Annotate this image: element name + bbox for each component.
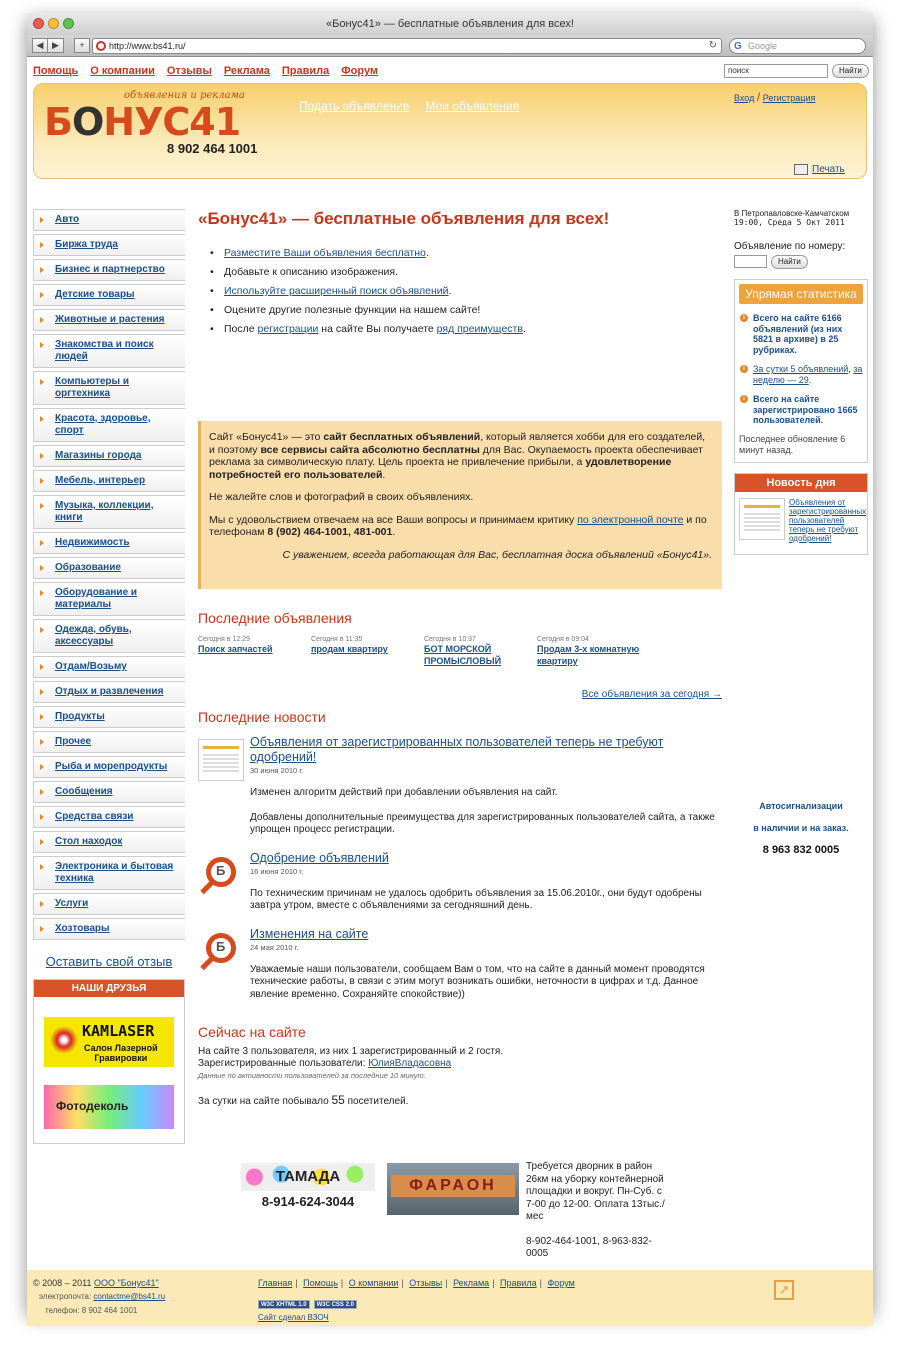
category-item[interactable] xyxy=(33,532,185,554)
advanced-search-link[interactable]: Используйте расширенный поиск объявлений xyxy=(224,285,449,297)
topnav-help[interactable]: Помощь xyxy=(33,65,79,77)
category-link[interactable]: Сообщения xyxy=(55,786,113,797)
category-item[interactable] xyxy=(33,495,185,529)
post-ad-link[interactable]: Подать объявление xyxy=(299,99,410,113)
category-link[interactable]: Электроника и бытовая техника xyxy=(55,861,174,884)
right-column xyxy=(734,209,868,555)
text: . xyxy=(392,526,396,538)
text: За сутки на сайте побывало xyxy=(198,1096,332,1107)
company-link[interactable]: ООО "Бонус41" xyxy=(94,1278,159,1288)
news-text: Изменен алгоритм действий при добавлении объявления на сайт. xyxy=(250,787,558,798)
site-search-button[interactable]: Найти xyxy=(832,64,869,78)
news-headline[interactable]: Одобрение объявлений xyxy=(250,850,389,865)
category-link[interactable]: Знакомства и поиск людей xyxy=(55,339,154,362)
google-search-field[interactable] xyxy=(729,38,866,54)
note-signature: С уважением, всегда работающая для Вас, бесплатная доска объявлений «Бонус41». xyxy=(282,548,712,561)
separator: | xyxy=(340,1278,344,1288)
ad-link[interactable]: БОТ МОРСКОЙ ПРОМЫСЛОВЫЙ xyxy=(424,644,502,666)
print-control[interactable] xyxy=(794,164,845,175)
all-ads-today-link[interactable]: Все объявления за сегодня → xyxy=(581,689,722,700)
online-user-link[interactable]: ЮлияВладасовна xyxy=(368,1058,452,1069)
login-links xyxy=(734,90,815,104)
news-date: 16 июня 2010 г. xyxy=(250,866,304,876)
online-title: Сейчас на сайте xyxy=(198,1024,306,1040)
stat-item xyxy=(739,364,863,385)
ad-time: Сегодня в 09:04 xyxy=(537,636,589,643)
topnav-about[interactable]: О компании xyxy=(90,65,155,77)
css-badge[interactable]: W3C CSS 2.0 xyxy=(314,1300,357,1309)
category-item[interactable] xyxy=(33,656,185,678)
print-link[interactable]: Печать xyxy=(812,164,845,175)
text: и по телефонам xyxy=(209,513,707,538)
benefits-link[interactable]: ряд преимуществ xyxy=(436,323,523,335)
tamada-banner[interactable] xyxy=(241,1163,375,1215)
news-date: 24 мая 2010 г. xyxy=(250,942,299,952)
leave-feedback-link[interactable]: Оставить свой отзыв xyxy=(45,954,173,969)
text-bold: все сервисы сайта абсолютно бесплатны xyxy=(260,443,480,456)
ad-item xyxy=(537,636,650,667)
visitor-count: 55 xyxy=(331,1093,345,1107)
topnav-rules[interactable]: Правила xyxy=(281,65,330,77)
news-text: Уважаемые наши пользователи, сообщаем Вам о том, что на сайте в данный момент проводятся технические работы, в связи с этим могут возникать ошибки, неточности в цифрах и т.д. Данное явление временно. Сохраняйте спокойствие)) xyxy=(250,963,705,1000)
category-link[interactable]: Бизнес и партнерство xyxy=(55,264,165,275)
friends-box xyxy=(33,979,185,1144)
logo-letter-b: Б xyxy=(44,100,72,144)
faraon-banner[interactable] xyxy=(387,1163,519,1215)
printer-icon xyxy=(794,164,808,175)
date-box xyxy=(734,209,868,227)
category-item[interactable] xyxy=(33,470,185,492)
text: После xyxy=(224,323,258,335)
footer-link-about[interactable]: О компании xyxy=(348,1278,399,1288)
site-search xyxy=(724,64,869,78)
stat-text: Всего на сайте зарегистрировано 1665 пользователей. xyxy=(753,394,858,425)
category-link[interactable]: Услуги xyxy=(55,898,89,909)
forward-button[interactable]: ▶ xyxy=(48,38,64,53)
copyright xyxy=(33,1278,159,1288)
text-bold: 8 (902) 464-1001, 481-001 xyxy=(267,526,393,538)
text: . xyxy=(448,285,452,297)
kamlaser-sub2: Гравировки xyxy=(94,1053,148,1063)
car-alarm-line2: в наличии и на заказ. xyxy=(753,823,849,833)
fotodecol-title: Фотодеколь xyxy=(56,1099,129,1113)
separator: | xyxy=(445,1278,448,1288)
news-thumbnail[interactable] xyxy=(198,739,244,781)
logo-number: 41 xyxy=(189,100,241,144)
stat-item xyxy=(739,313,863,355)
separator: | xyxy=(295,1278,298,1288)
news-text: Добавлены дополнительные преимущества для зарегистрированных пользователей сайта, а также упрощен процесс регистрации. xyxy=(250,811,715,835)
category-link[interactable]: Детские товары xyxy=(55,289,135,300)
stat-week-link[interactable]: за неделю — 29 xyxy=(753,364,863,385)
category-link[interactable]: Рыба и морепродукты xyxy=(55,761,168,772)
text: , который является хобби для его создателей, и поэтому xyxy=(209,431,706,456)
category-item[interactable] xyxy=(33,806,185,828)
news-item xyxy=(198,735,722,837)
footer-links xyxy=(258,1278,575,1288)
category-link[interactable]: Отдам/Возьму xyxy=(55,661,127,672)
my-ads-link[interactable]: Мои объявления xyxy=(425,99,520,113)
news-date: 30 июня 2010 г. xyxy=(250,766,304,775)
text: © 2008 – 2011 xyxy=(33,1278,95,1288)
login-link[interactable]: Вход xyxy=(734,93,755,103)
xhtml-badge[interactable]: W3C XHTML 1.0 xyxy=(258,1300,310,1309)
faraon-sign: ФАРАОН xyxy=(391,1175,515,1197)
text: на сайте Вы получаете xyxy=(318,323,437,335)
daily-visitors xyxy=(198,1094,722,1108)
category-link[interactable]: Музыка, коллекции, книги xyxy=(55,500,154,523)
category-sidebar xyxy=(33,209,185,1144)
online-note: Данные по активности пользователей за последние 10 минут. xyxy=(198,1071,426,1080)
category-link[interactable]: Отдых и развлечения xyxy=(55,686,164,697)
category-item[interactable] xyxy=(33,408,185,442)
ads-list xyxy=(198,636,722,667)
news-text: По техническим причинам не удалось одобрить объявления за 15.06.2010г., они будут одобрены завтра утром, вместе с объявлениями за сегодняшний день. xyxy=(250,887,702,911)
category-item[interactable] xyxy=(33,781,185,803)
stat-day-link[interactable]: За сутки 5 объявлений xyxy=(753,364,849,374)
window-title: «Бонус41» — бесплатные объявления для всех! xyxy=(326,18,574,30)
header-links xyxy=(299,99,519,113)
favicon-icon xyxy=(96,41,106,51)
category-item[interactable] xyxy=(33,259,185,281)
browser-toolbar xyxy=(27,35,873,57)
text: Сайт «Бонус41» — это xyxy=(209,431,324,443)
login-separator: / xyxy=(756,90,761,104)
note-paragraph xyxy=(209,514,712,539)
category-link[interactable]: Оборудование и материалы xyxy=(55,587,138,610)
news-of-day xyxy=(734,473,868,555)
logo-wordmark xyxy=(44,100,240,144)
logo-glyph: Б xyxy=(216,938,226,954)
kamlaser-banner[interactable] xyxy=(44,1017,174,1067)
friends-title: НАШИ ДРУЗЬЯ xyxy=(34,980,184,997)
tamada-phone: 8-914-624-3044 xyxy=(261,1194,355,1209)
page-content xyxy=(27,57,873,1322)
text-bold: сайт бесплатных объявлений xyxy=(323,431,481,443)
list-item xyxy=(206,323,722,336)
stat-item xyxy=(739,394,863,426)
category-item[interactable] xyxy=(33,918,185,940)
online-summary: На сайте 3 пользователя, из них 1 зарегистрированный и 2 гостя. xyxy=(198,1046,504,1057)
category-link[interactable]: Образование xyxy=(55,562,121,573)
text: посетителей. xyxy=(344,1096,409,1107)
zoom-window-button[interactable] xyxy=(63,18,74,29)
category-item[interactable] xyxy=(33,893,185,915)
news-title: Последние новости xyxy=(198,709,326,725)
info-icon: i xyxy=(740,365,748,373)
ad-time: Сегодня в 10:37 xyxy=(424,636,476,643)
logo-letters-rest: НУС xyxy=(103,100,190,144)
latest-news xyxy=(198,709,722,1001)
footer-link-ads[interactable]: Реклама xyxy=(453,1278,490,1288)
top-nav xyxy=(33,65,378,77)
stat-text: Всего на сайте 6166 объявлений (из них 5821 в архиве) в 25 рубриках. xyxy=(753,313,843,355)
kamlaser-title: KAMLASER xyxy=(82,1022,155,1040)
address-bar[interactable] xyxy=(92,38,722,54)
external-arrow-icon[interactable]: ↗ xyxy=(774,1280,794,1300)
category-item[interactable] xyxy=(33,334,185,368)
category-link[interactable]: Мебель, интерьер xyxy=(55,475,146,486)
janitor-text: Требуется дворник в район 26км на уборку контейнерной площадки и вокруг. Пн-Суб. с 7-00 до 12-00. Оплата 13тыс./мес xyxy=(526,1161,665,1222)
email-link[interactable]: по электронной почте xyxy=(577,513,684,526)
online-now xyxy=(198,1026,722,1108)
category-link[interactable]: Недвижимость xyxy=(55,537,130,548)
category-item[interactable] xyxy=(33,731,185,753)
info-icon: i xyxy=(740,395,748,403)
text: для Вас. Окупаемость проекта обеспечивает реклама за символическую плату. Цель проекта не привлечение прибыли, а xyxy=(209,443,703,468)
news-of-day-thumbnail[interactable] xyxy=(739,498,785,540)
category-link[interactable]: Животные и растения xyxy=(55,314,165,325)
online-registered xyxy=(198,1058,722,1070)
category-link[interactable]: Стол находок xyxy=(55,836,123,847)
category-item[interactable] xyxy=(33,856,185,890)
category-item[interactable] xyxy=(33,681,185,703)
category-link[interactable]: Средства связи xyxy=(55,811,134,822)
page-title: «Бонус41» — бесплатные объявления для всех! xyxy=(198,209,610,228)
category-item[interactable] xyxy=(33,309,185,331)
logo-tagline: объявления и реклама xyxy=(124,90,245,101)
list-item: • Добавьте к описанию изображения. xyxy=(206,266,722,279)
news-of-day-title: Новость дня xyxy=(735,474,867,492)
window-controls xyxy=(33,18,74,29)
about-note xyxy=(198,421,722,589)
car-alarm-phone: 8 963 832 0005 xyxy=(762,844,840,856)
note-paragraph xyxy=(209,431,712,481)
separator: | xyxy=(539,1278,542,1288)
w3c-badges xyxy=(258,1300,357,1309)
category-item[interactable] xyxy=(33,706,185,728)
email-address-link[interactable]: contactme@bs41.ru xyxy=(93,1292,166,1301)
intro-list xyxy=(206,247,722,336)
text: Мы с удовольствием отвечаем на все Ваши вопросы и принимаем критику xyxy=(209,513,578,526)
last-ads xyxy=(198,610,722,700)
footer-phone: телефон: 8 902 464 1001 xyxy=(45,1306,138,1315)
header-phone: 8 902 464 1001 xyxy=(167,141,258,156)
car-alarm-ad[interactable] xyxy=(734,795,868,861)
ad-number-input[interactable] xyxy=(734,255,767,268)
footer-link-rules[interactable]: Правила xyxy=(500,1278,537,1288)
ad-time: Сегодня в 11:35 xyxy=(311,636,363,643)
text: , xyxy=(848,364,854,374)
close-window-button[interactable] xyxy=(33,18,44,29)
text: . xyxy=(382,468,386,481)
topnav-forum[interactable]: Форум xyxy=(341,65,379,77)
category-item[interactable] xyxy=(33,831,185,853)
registration-link[interactable]: регистрации xyxy=(257,323,319,335)
car-alarm-line1: Автосигнализации xyxy=(759,801,843,811)
category-item[interactable] xyxy=(33,619,185,653)
stats-box xyxy=(734,279,868,463)
separator: | xyxy=(492,1278,495,1288)
category-item[interactable] xyxy=(33,234,185,256)
site-search-input[interactable]: поиск xyxy=(724,64,828,78)
list-item xyxy=(206,285,722,298)
ad-link[interactable]: продам квартиру xyxy=(311,644,388,654)
window-titlebar xyxy=(27,13,873,35)
category-item[interactable] xyxy=(33,371,185,405)
footer-email xyxy=(39,1292,165,1301)
janitor-phone: 8-902-464-1001, 8-963-832-0005 xyxy=(526,1235,652,1259)
category-item[interactable] xyxy=(33,209,185,231)
footer-link-reviews[interactable]: Отзывы xyxy=(409,1278,443,1288)
ad-item xyxy=(311,636,424,667)
ad-link[interactable]: Продам 3-х комнатную квартиру xyxy=(537,644,640,666)
category-link[interactable]: Прочее xyxy=(55,736,92,747)
city-label: В Петропавловске-Камчатском xyxy=(734,209,850,218)
register-link[interactable]: Регистрация xyxy=(762,93,816,103)
ad-number-label: Объявление по номеру: xyxy=(734,241,846,252)
info-icon: i xyxy=(740,314,748,322)
list-item xyxy=(206,247,722,260)
category-link[interactable]: Продукты xyxy=(55,711,105,722)
kamlaser-subtitle xyxy=(84,1043,158,1063)
separator: | xyxy=(401,1278,404,1288)
kamlaser-sub1: Салон Лазерной xyxy=(84,1043,158,1053)
google-search-placeholder: Google xyxy=(748,41,778,51)
news-item xyxy=(198,851,722,913)
topnav-ads[interactable]: Реклама xyxy=(223,65,270,77)
text: Зарегистрированные пользователи: xyxy=(198,1058,369,1069)
add-bookmark-button[interactable]: + xyxy=(74,38,90,53)
last-ads-title: Последние объявления xyxy=(198,610,352,626)
news-headline[interactable]: Изменения на сайте xyxy=(250,926,369,941)
category-link[interactable]: Биржа труда xyxy=(55,239,118,250)
stats-title: Упрямая статистика xyxy=(739,284,863,304)
text: . xyxy=(425,247,429,259)
current-datetime: 19:00, Среда 5 Окт 2011 xyxy=(734,218,845,227)
address-url: http://www.bs41.ru/ xyxy=(109,41,186,51)
last-update: Последнее обновление 6 минут назад. xyxy=(739,433,846,455)
site-header xyxy=(33,83,867,179)
bonus-logo-icon xyxy=(200,855,244,899)
logo-letter-o: О xyxy=(71,100,104,144)
footer-link-home[interactable]: Главная xyxy=(258,1278,293,1288)
ad-link[interactable]: Поиск запчастей xyxy=(198,644,273,654)
bottom-banners xyxy=(241,1161,681,1261)
text: электропочта: xyxy=(39,1292,94,1301)
text-bold: удовлетворение потребностей его пользователей xyxy=(209,456,672,481)
site-author-link[interactable]: Сайт сделал ВЗОЧ xyxy=(258,1313,329,1322)
post-free-link[interactable]: Разместите Ваши объявления бесплатно xyxy=(224,247,426,259)
back-button[interactable]: ◀ xyxy=(32,38,48,53)
fotodecol-banner[interactable] xyxy=(44,1085,174,1129)
category-link[interactable]: Авто xyxy=(55,214,80,225)
ad-item xyxy=(424,636,537,667)
logo-glyph: Б xyxy=(216,862,226,878)
category-item[interactable] xyxy=(33,582,185,616)
category-link[interactable]: Красота, здоровье, спорт xyxy=(55,413,151,436)
ad-time: Сегодня в 12:29 xyxy=(198,636,250,643)
reload-icon[interactable]: ↻ xyxy=(708,40,717,51)
category-link[interactable]: Компьютеры и оргтехника xyxy=(55,376,129,399)
ad-by-number xyxy=(734,241,868,269)
text: . xyxy=(522,323,526,335)
category-item[interactable] xyxy=(33,445,185,467)
footer-link-forum[interactable]: Форум xyxy=(547,1278,575,1288)
category-item[interactable] xyxy=(33,284,185,306)
ad-item xyxy=(198,636,311,667)
category-link[interactable]: Магазины города xyxy=(55,450,142,461)
category-link[interactable]: Хозтовары xyxy=(55,923,110,934)
footer-link-help[interactable]: Помощь xyxy=(303,1278,338,1288)
browser-window xyxy=(27,13,873,1322)
minimize-window-button[interactable] xyxy=(48,18,59,29)
news-item xyxy=(198,927,722,1002)
category-link[interactable]: Одежда, обувь, аксессуары xyxy=(55,624,132,647)
main-column xyxy=(198,209,722,1107)
laser-burst-icon xyxy=(50,1026,78,1054)
bonus-logo-icon xyxy=(200,931,244,975)
text: . xyxy=(808,374,812,385)
google-icon: G xyxy=(734,41,742,52)
ad-number-find-button[interactable]: Найти xyxy=(771,255,808,269)
list-item: • Оцените другие полезные функции на нашем сайте! xyxy=(206,304,722,317)
news-headline[interactable]: Объявления от зарегистрированных пользователей теперь не требуют одобрений! xyxy=(250,735,664,764)
news-of-day-link[interactable]: Объявления от зарегистрированных пользователей теперь не требуют одобрений! xyxy=(789,497,867,543)
category-item[interactable] xyxy=(33,557,185,579)
site-footer xyxy=(27,1270,873,1326)
tamada-title: ТАМАДА xyxy=(241,1163,375,1191)
note-paragraph: Не жалейте слов и фотографий в своих объявлениях. xyxy=(209,491,474,503)
janitor-ad xyxy=(526,1161,666,1261)
topnav-reviews[interactable]: Отзывы xyxy=(166,65,212,77)
category-item[interactable] xyxy=(33,756,185,778)
